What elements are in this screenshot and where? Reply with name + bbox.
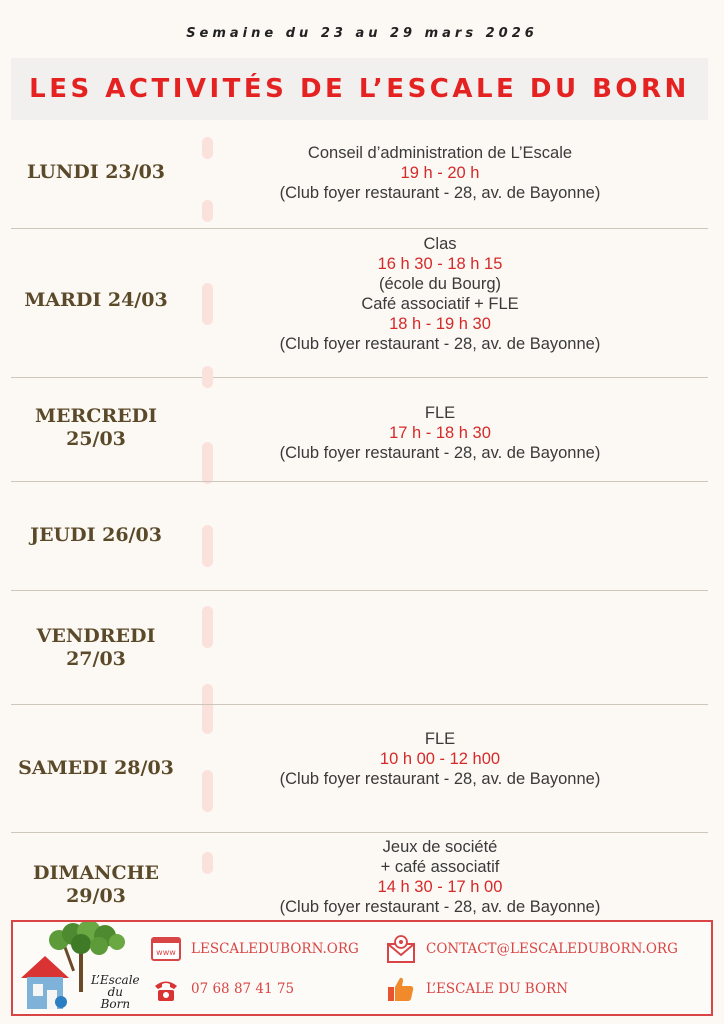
logo-text-1: L’Escale [91,973,140,987]
day-label [11,610,181,685]
divider-pill [202,525,213,567]
escale-logo [17,922,140,1014]
activities-mercredi [215,402,665,464]
website-text[interactable]: LESCALEDUBORN.ORG [191,941,359,957]
day-label [11,850,181,920]
activity-time: 16 h 30 - 18 h 15 [377,255,503,273]
logo-text-2: du Born [100,985,131,1011]
row-separator [11,832,708,833]
facebook-link[interactable] [386,974,568,1004]
day-label: SAMEDI 28/03 [18,756,174,779]
activity-line: Conseil d’administration de L’Escale [307,143,573,162]
divider-pill [202,283,213,325]
row-separator [11,377,708,378]
thumbs-up-icon [386,974,416,1004]
email-link[interactable] [386,934,678,964]
activities-lundi [215,140,665,205]
day-label-text: DIMANCHE 29/03 [32,862,160,907]
phone-link[interactable] [151,974,294,1004]
divider-pill [202,200,213,222]
contact-footer [11,920,713,1016]
activity-line: (école du Bourg) [379,275,501,293]
row-separator [11,481,708,482]
divider-pill [202,770,213,812]
divider-pill [202,366,213,388]
activities-samedi [215,728,665,790]
day-label: MARDI 24/03 [24,288,168,311]
week-label: Semaine du 23 au 29 mars 2026 [186,26,538,41]
divider-pill [202,137,213,159]
www-icon [151,934,181,964]
activity-time: 10 h 00 - 12 h00 [379,750,501,768]
day-label-text: VENDREDI 27/03 [36,624,156,670]
divider-pill [202,712,213,734]
email-icon [386,934,416,964]
activity-time: 18 h - 19 h 30 [389,315,491,333]
activity-line: (Club foyer restaurant - 28, av. de Bayonne) [279,770,601,788]
facebook-text[interactable]: L’ESCALE DU BORN [426,981,569,997]
phone-text[interactable]: 07 68 87 41 75 [191,981,295,997]
activity-line: Clas [423,235,457,253]
activities-dimanche [215,836,665,918]
row-separator [11,704,708,705]
title-band [11,58,708,120]
activities-mardi [215,232,665,356]
divider-pill [202,442,213,484]
divider-pill [202,606,213,648]
day-label: JEUDI 26/03 [30,523,162,546]
activity-line: (Club foyer restaurant - 28, av. de Bayonne) [279,335,601,353]
activity-line: (Club foyer restaurant - 28, av. de Bayonne) [279,898,601,916]
activity-time: 14 h 30 - 17 h 00 [377,878,503,896]
row-separator [11,228,708,229]
svg-text:www: www [156,948,176,957]
divider-pill [202,852,213,874]
activity-line: (Club foyer restaurant - 28, av. de Bayonne) [279,444,601,462]
logo-text [91,974,140,1010]
activity-line: FLE [424,730,456,748]
day-label-text: MERCREDI 25/03 [34,404,158,450]
row-separator [11,590,708,591]
activity-line: Café associatif + FLE [361,295,519,313]
activity-line: + café associatif [380,858,500,876]
phone-icon [151,974,181,1004]
day-label [11,390,181,465]
activity-line: FLE [424,404,456,422]
activity-line: (Club foyer restaurant - 28, av. de Bayonne) [279,183,601,202]
activity-line: Jeux de société [382,838,498,856]
page-title: LES ACTIVITÉS DE L’ESCALE DU BORN [29,74,690,104]
activity-time: 17 h - 18 h 30 [389,424,491,442]
day-label: LUNDI 23/03 [26,161,166,183]
email-text[interactable]: CONTACT@LESCALEDUBORN.ORG [426,941,678,957]
website-link[interactable] [151,934,359,964]
activity-time: 19 h - 20 h [400,163,480,182]
